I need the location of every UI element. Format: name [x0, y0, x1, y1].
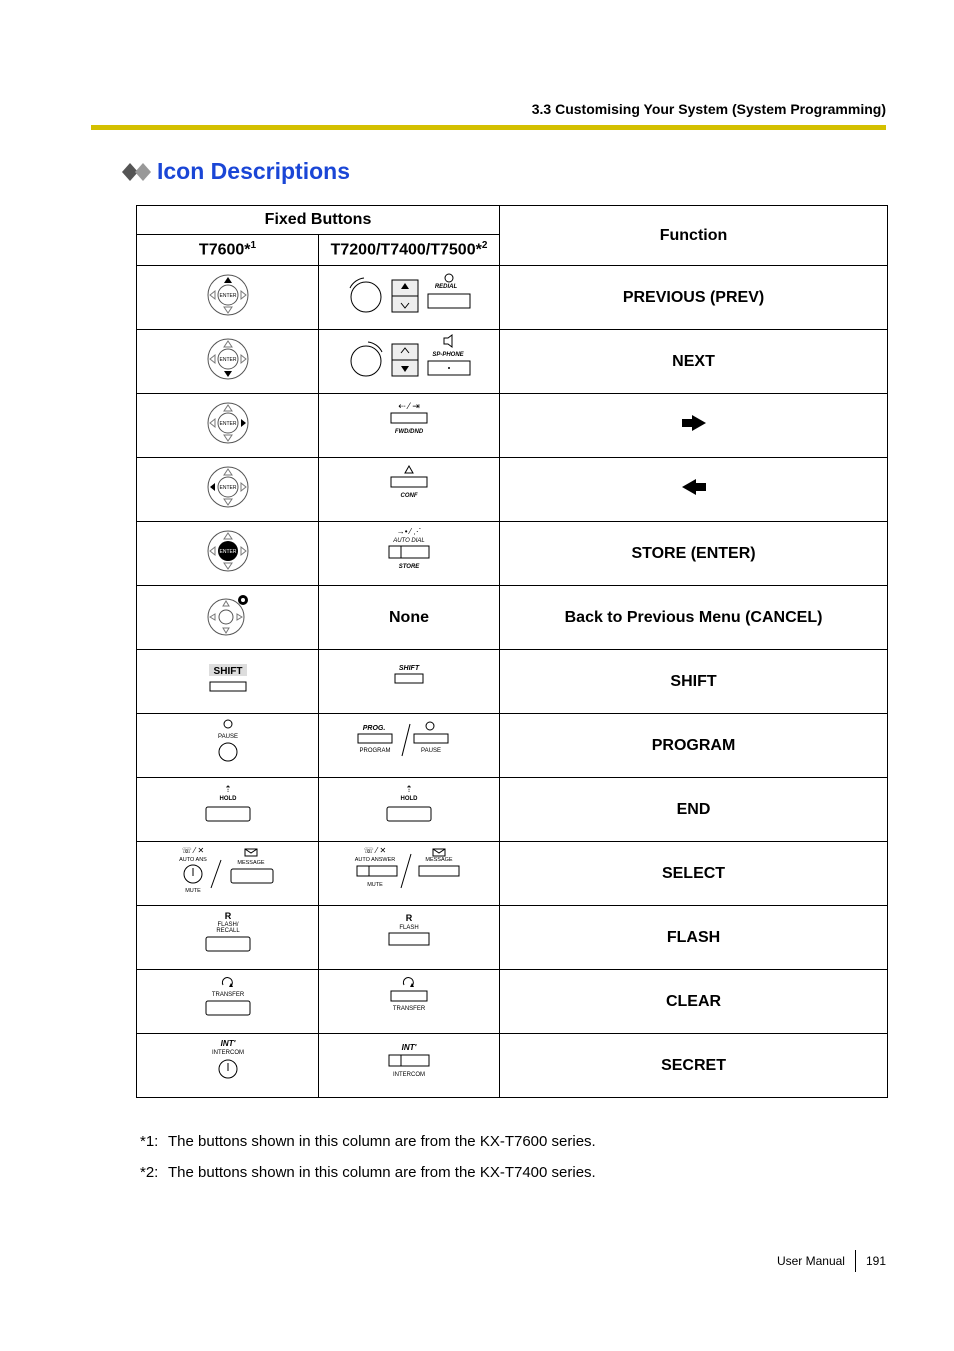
program-pause-button-icon: [319, 714, 500, 778]
table-row: [137, 266, 888, 330]
svg-text:TRANSFER: TRANSFER: [392, 1006, 426, 1012]
navigator-up-icon: [137, 266, 319, 330]
navigator-right-icon: [137, 394, 319, 458]
icon-description-table: [136, 205, 888, 1098]
svg-text:AUTO ANSWER: AUTO ANSWER: [354, 857, 396, 863]
svg-text:HOLD: HOLD: [400, 796, 418, 802]
running-header: 3.3 Customising Your System (System Programming): [531, 101, 886, 117]
right-arrow-icon: [500, 394, 888, 458]
auto-answer-message-button-icon: [319, 842, 500, 906]
left-arrow-icon: [500, 458, 888, 522]
hold-button-icon: [137, 778, 319, 842]
table-row: [137, 458, 888, 522]
transfer-button-icon: [319, 970, 500, 1034]
svg-text:AUTO ANS: AUTO ANS: [178, 857, 207, 863]
function-cell: SECRET: [500, 1034, 888, 1098]
svg-text:RECALL: RECALL: [215, 928, 240, 934]
navigator-left-icon: [137, 458, 319, 522]
auto-answer-message-button-icon: [137, 842, 319, 906]
navigator-enter-icon: [137, 522, 319, 586]
table-row: [137, 1034, 888, 1098]
intercom-button-icon: [137, 1034, 319, 1098]
function-cell: END: [500, 778, 888, 842]
svg-text:INT': INT': [401, 1043, 417, 1052]
svg-text:AUTO DIAL: AUTO DIAL: [393, 538, 425, 544]
navigator-down-icon: [137, 330, 319, 394]
svg-text:⇡: ⇡: [223, 784, 232, 794]
table-row: [137, 522, 888, 586]
svg-text:ENTER: ENTER: [219, 485, 236, 491]
shift-button-icon: [319, 650, 500, 714]
svg-text:SP-PHONE: SP-PHONE: [432, 352, 464, 358]
table-row: [137, 394, 888, 458]
table-row: [137, 650, 888, 714]
shift-key-icon: [137, 650, 319, 714]
none-cell: None: [319, 586, 500, 650]
svg-text:☏ ⁄ ✕: ☏ ⁄ ✕: [181, 846, 204, 855]
table-row: [137, 330, 888, 394]
function-cell: PROGRAM: [500, 714, 888, 778]
table-row: [137, 842, 888, 906]
pause-button-icon: [137, 714, 319, 778]
svg-text:ENTER: ENTER: [219, 421, 236, 427]
svg-text:FLASH: FLASH: [399, 925, 419, 931]
svg-text:ENTER: ENTER: [219, 357, 236, 363]
svg-text:PAUSE: PAUSE: [421, 748, 441, 754]
svg-text:STORE: STORE: [398, 564, 420, 570]
svg-text:PAUSE: PAUSE: [217, 734, 238, 740]
jog-dial-redial-icon: [319, 266, 500, 330]
function-cell: PREVIOUS (PREV): [500, 266, 888, 330]
table-row: [137, 714, 888, 778]
svg-text:PROGRAM: PROGRAM: [359, 748, 391, 754]
function-cell: SELECT: [500, 842, 888, 906]
footer-label: User Manual: [776, 1254, 845, 1268]
section-title: [121, 158, 350, 185]
function-header: Function: [500, 206, 888, 266]
footnote: *2: The buttons shown in this column are from the KX-T7400 series.: [140, 1164, 596, 1181]
svg-text:MUTE: MUTE: [184, 888, 201, 894]
svg-text:HOLD: HOLD: [219, 796, 236, 802]
svg-text:SHIFT: SHIFT: [398, 665, 420, 672]
hold-button-icon: [319, 778, 500, 842]
function-cell: SHIFT: [500, 650, 888, 714]
page-title: Icon Descriptions: [157, 158, 350, 184]
svg-text:ENTER: ENTER: [219, 293, 236, 299]
diamond-bullet-icon: [121, 161, 157, 183]
svg-text:FWD/DND: FWD/DND: [394, 429, 424, 435]
footnotes: [140, 1133, 596, 1195]
fwd-dnd-button-icon: [319, 394, 500, 458]
fixed-buttons-header: Fixed Buttons: [137, 206, 500, 235]
svg-text:R: R: [405, 913, 413, 923]
svg-text:TRANSFER: TRANSFER: [211, 992, 244, 998]
function-cell: FLASH: [500, 906, 888, 970]
intercom-button-icon: [319, 1034, 500, 1098]
table-row: [137, 970, 888, 1034]
svg-text:REDIAL: REDIAL: [434, 284, 458, 290]
jog-dial-sp-phone-icon: [319, 330, 500, 394]
auto-dial-store-button-icon: [319, 522, 500, 586]
svg-text:INT': INT': [220, 1039, 235, 1048]
svg-text:⇡: ⇡: [405, 784, 413, 794]
svg-text:ENTER: ENTER: [219, 549, 236, 555]
header-rule: [91, 125, 886, 130]
svg-text:⇠ ⁄ ⇥: ⇠ ⁄ ⇥: [398, 401, 420, 411]
svg-text:MUTE: MUTE: [367, 882, 383, 888]
table-row: [137, 586, 888, 650]
footnote: *1: The buttons shown in this column are from the KX-T7600 series.: [140, 1133, 596, 1150]
svg-text:MESSAGE: MESSAGE: [236, 860, 265, 866]
flash-button-icon: [319, 906, 500, 970]
page-number: 191: [865, 1254, 886, 1268]
svg-text:PROG.: PROG.: [362, 725, 386, 732]
svg-text:MESSAGE: MESSAGE: [425, 857, 453, 863]
svg-text:CONF: CONF: [400, 493, 418, 499]
flash-recall-button-icon: [137, 906, 319, 970]
svg-text:R: R: [224, 911, 231, 921]
svg-text:☏ ⁄ ✕: ☏ ⁄ ✕: [363, 846, 387, 855]
svg-text:→• ⁄ ⋰: →• ⁄ ⋰: [396, 527, 422, 536]
function-cell: NEXT: [500, 330, 888, 394]
svg-text:SHIFT: SHIFT: [213, 666, 242, 677]
function-cell: Back to Previous Menu (CANCEL): [500, 586, 888, 650]
t7400-header: T7200/T7400/T7500*$^2$: [319, 235, 500, 266]
t7600-header: T7600*$^1$: [137, 235, 319, 266]
conf-button-icon: [319, 458, 500, 522]
function-cell: CLEAR: [500, 970, 888, 1034]
svg-text:INTERCOM: INTERCOM: [393, 1072, 425, 1078]
page-footer: [777, 1250, 886, 1272]
svg-text:FLASH/: FLASH/: [216, 922, 239, 928]
footer-divider: [855, 1250, 856, 1272]
function-cell: STORE (ENTER): [500, 522, 888, 586]
transfer-button-icon: [137, 970, 319, 1034]
svg-text:INTERCOM: INTERCOM: [211, 1050, 244, 1056]
navigator-cancel-icon: [137, 586, 319, 650]
table-row: [137, 778, 888, 842]
table-row: [137, 906, 888, 970]
